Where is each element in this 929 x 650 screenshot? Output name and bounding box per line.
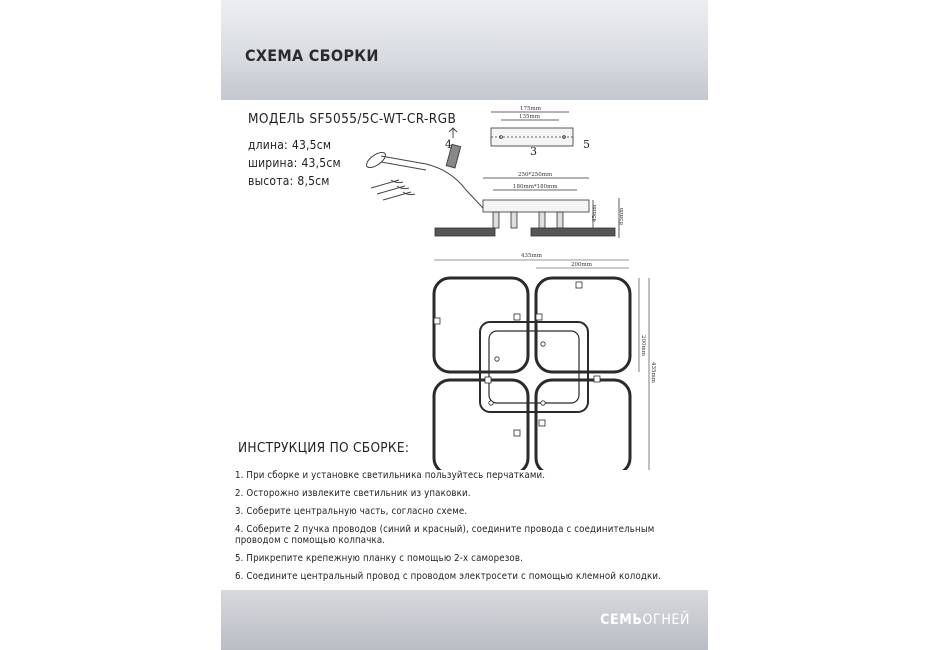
dim-inner-width: 135mm — [519, 114, 540, 120]
assembly-drawing — [221, 100, 708, 470]
dim-total-height: 435mm — [650, 362, 656, 383]
instruction-step: 6. Соедините центральный провод с проводом электросети с помощью клемной колодки. — [235, 571, 661, 582]
spec-length-value: 43,5см — [291, 138, 332, 152]
instruction-step: 5. Прикрепите крепежную планку с помощью 2-х саморезов. — [235, 553, 523, 564]
instruction-sheet — [221, 0, 708, 650]
dim-module-height: 200mm — [640, 335, 646, 356]
callout-4: 4 — [445, 138, 452, 151]
spec-length-label: длина: — [248, 138, 288, 152]
wiring-illustration — [364, 128, 483, 208]
brand-logo — [600, 612, 690, 628]
instruction-step: 2. Осторожно извлеките светильник из упаковки. — [235, 488, 471, 499]
spec-width-label: ширина: — [248, 156, 298, 170]
dim-total-width: 435mm — [521, 253, 542, 259]
dim-module-width: 200mm — [571, 262, 592, 268]
instructions-list — [235, 470, 695, 589]
callout-5: 5 — [583, 138, 590, 151]
spec-height-value: 8,5см — [297, 174, 330, 188]
top-view — [434, 260, 649, 470]
dim-inner-height: 45mm — [592, 204, 598, 222]
page-title: СХЕМА СБОРКИ — [245, 46, 379, 65]
callout-3: 3 — [530, 145, 537, 158]
instructions-title: ИНСТРУКЦИЯ ПО СБОРКЕ: — [238, 440, 410, 456]
header-band — [221, 0, 708, 100]
model-label: МОДЕЛЬ SF5055/5C-WT-CR-RGB — [248, 111, 457, 127]
brand-bold: СЕМЬ — [600, 612, 643, 628]
dim-right-height: 85mm — [619, 207, 625, 225]
footer-band — [221, 590, 708, 650]
instruction-step: 3. Соберите центральную часть, согласно схеме. — [235, 506, 468, 517]
spec-height-label: высота: — [248, 174, 294, 188]
dim-inner-plate: 180mm*180mm — [513, 184, 558, 190]
dim-plate: 250*250mm — [518, 172, 553, 178]
dim-top-width: 175mm — [520, 106, 541, 112]
instruction-step: 1. При сборке и установке светильника пользуйтесь перчатками. — [235, 470, 546, 481]
spec-width-value: 43,5см — [301, 156, 341, 170]
brand-light: ОГНЕЙ — [642, 612, 690, 628]
instruction-step: 4. Соберите 2 пучка проводов (синий и красный), соедините провода с соединительным проводом с помощью колпачка. — [235, 524, 655, 546]
